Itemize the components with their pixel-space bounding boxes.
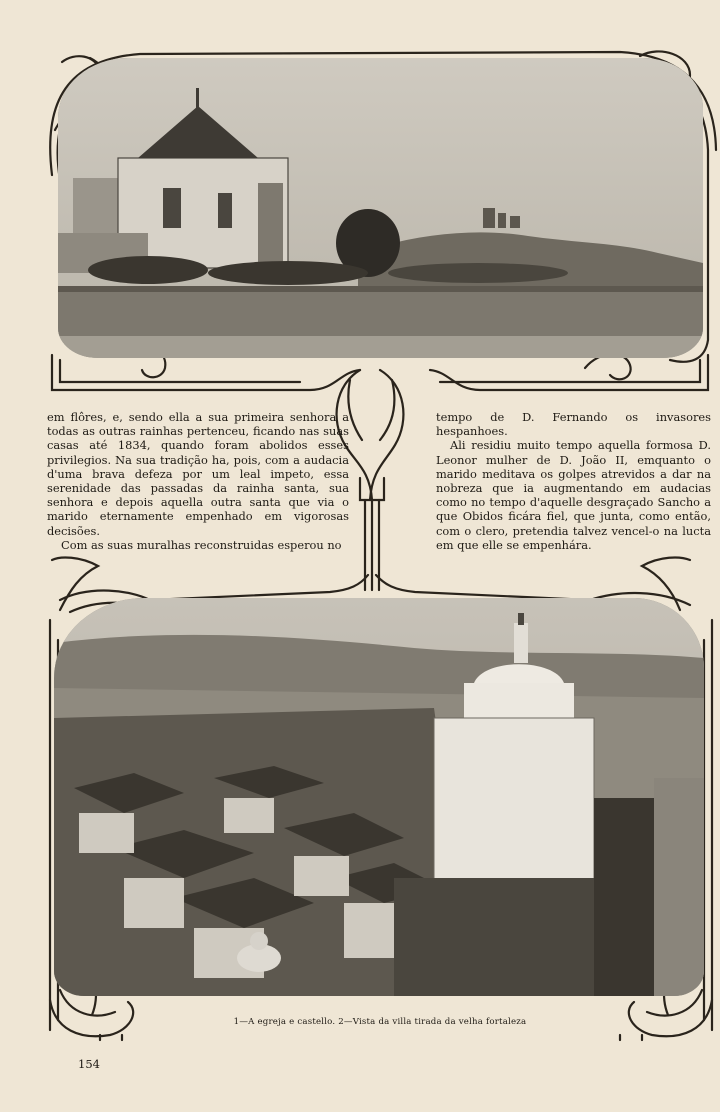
- photo-church-and-castle: [58, 58, 703, 358]
- text-column-left: [47, 410, 349, 552]
- text-column-right: [436, 410, 711, 552]
- page-number: 154: [78, 1057, 100, 1071]
- paragraph: tempo de D. Fernando os invasores hespanhoes.: [436, 410, 711, 439]
- paragraph: Ali residiu muito tempo aquella formosa D. Leonor mulher de D. João II, emquanto o marido meditava os golpes atrevidos a dar na nobreza que ia augmentando em audacias como no tempo d'aquelle desgraçado Sancho a que Obidos ficára fiel, que junta, como então, com o clero, pretendia talvez vencel-o na lucta em que elle se empenhára.: [436, 438, 711, 552]
- paragraph: Com as suas muralhas reconstruidas esperou no: [61, 537, 342, 552]
- paragraph: em flôres, e, sendo ella a sua primeira senhora a todas as outras rainhas pertenceu, ficando nas suas casas até 1834, quando foram abolidos esses privilegios. Na sua tradição ha, pois, com a audacia d'uma brava defeza por um leal impeto, essa serenidade das passadas da rainha santa, sua senhora e depois aquella outra santa que via o marido eternamente empenhado em vigorosas decisões.: [47, 410, 349, 538]
- photo-caption: 1—A egreja e castello. 2—Vista da villa tirada da velha fortaleza: [233, 1017, 527, 1027]
- photo-town-view-from-fortress: [54, 598, 704, 996]
